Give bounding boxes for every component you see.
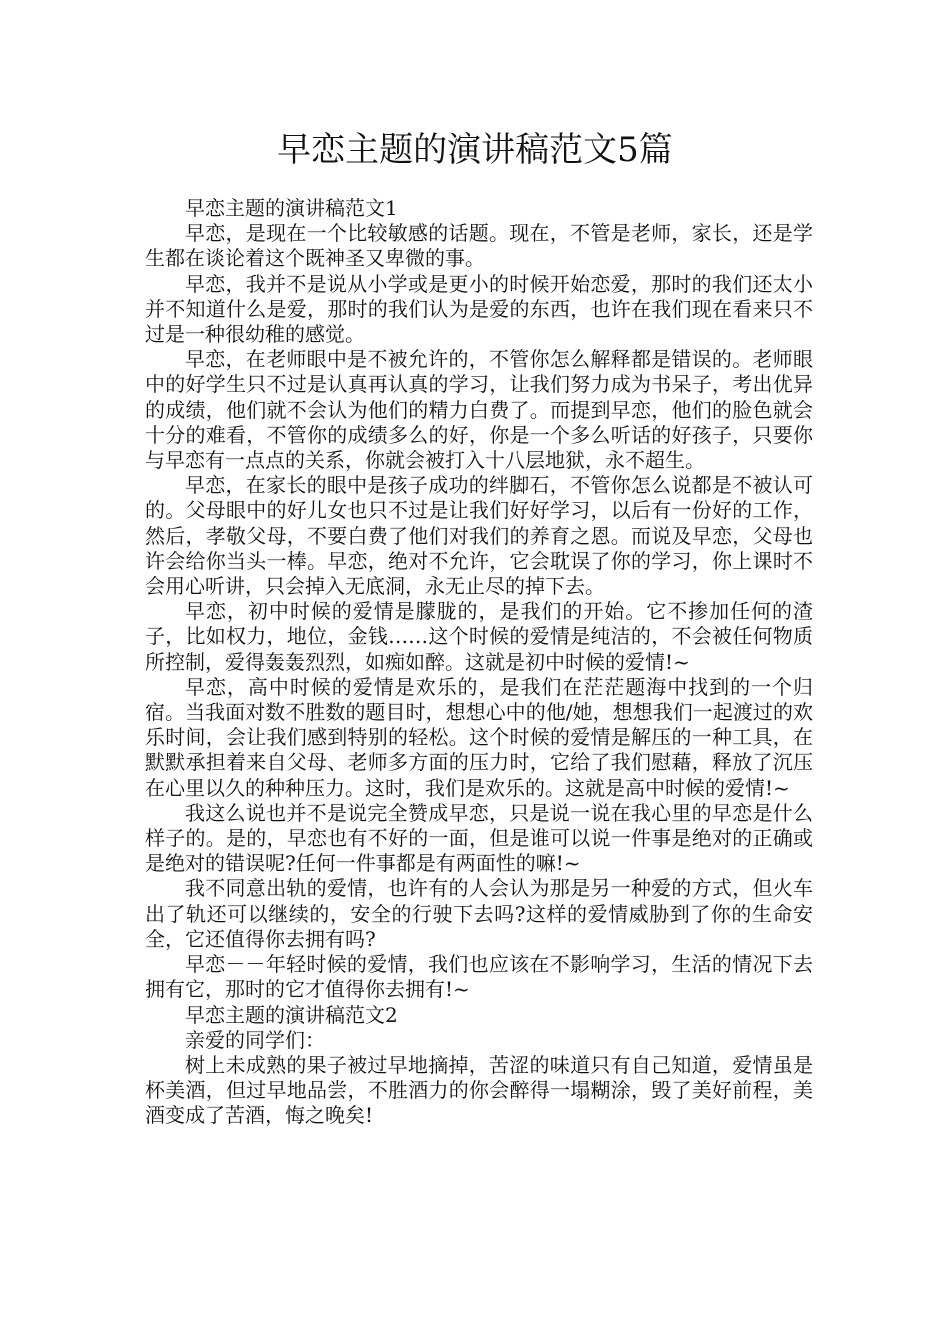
paragraph: 早恋，是现在一个比较敏感的话题。现在，不管是老师，家长，还是学生都在谈论着这个既神圣又卑微的事。 bbox=[145, 221, 813, 271]
paragraph: 我这么说也并不是说完全赞成早恋，只是说一说在我心里的早恋是什么样子的。是的，早恋也有不好的一面，但是谁可以说一件事是绝对的正确或是绝对的错误呢?任何一件事都是有两面性的嘛!~ bbox=[145, 800, 813, 876]
paragraph: 早恋，在家长的眼中是孩子成功的绊脚石，不管你怎么说都是不被认可的。父母眼中的好儿女也只不过是让我们好好学习，以后有一份好的工作，然后，孝敬父母，不要白费了他们对我们的养育之恩。而说及早恋，父母也许会给你当头一棒。早恋，绝对不允许，它会耽误了你的学习，你上课时不会用心听讲，只会掉入无底洞，永无止尽的掉下去。 bbox=[145, 473, 813, 599]
section-heading-1: 早恋主题的演讲稿范文1 bbox=[185, 196, 398, 220]
paragraph: 早恋－－年轻时候的爱情，我们也应该在不影响学习，生活的情况下去拥有它，那时的它才值得你去拥有!~ bbox=[145, 952, 813, 1002]
paragraph: 早恋，我并不是说从小学或是更小的时候开始恋爱，那时的我们还太小并不知道什么是爱，那时的我们认为是爱的东西，也许在我们现在看来只不过是一种很幼稚的感觉。 bbox=[145, 271, 813, 347]
paragraph: 我不同意出轨的爱情，也许有的人会认为那是另一种爱的方式，但火车出了轨还可以继续的，安全的行驶下去吗?这样的爱情威胁到了你的生命安全，它还值得你去拥有吗? bbox=[145, 876, 813, 951]
paragraph: 树上未成熟的果子被过早地摘掉，苦涩的味道只有自己知道，爱情虽是杯美酒，但过早地品尝，不胜酒力的你会醉得一塌糊涂，毁了美好前程，美酒变成了苦酒，悔之晚矣! bbox=[145, 1052, 813, 1128]
paragraph: 早恋，在老师眼中是不被允许的，不管你怎么解释都是错误的。老师眼中的好学生只不过是认真再认真的学习，让我们努力成为书呆子，考出优异的成绩，他们就不会认为他们的精力白费了。而提到早恋，他们的脸色就会十分的难看，不管你的成绩多么的好，你是一个多么听话的好孩子，只要你与早恋有一点点的关系，你就会被打入十八层地狱，永不超生。 bbox=[145, 347, 813, 473]
document-body bbox=[145, 196, 813, 1129]
paragraph: 早恋，初中时候的爱情是朦胧的，是我们的开始。它不掺加任何的渣子，比如权力，地位，金钱……这个时候的爱情是纯洁的，不会被任何物质所控制，爱得轰轰烈烈，如痴如醉。这就是初中时候的爱情!~ bbox=[145, 599, 813, 674]
salutation: 亲爱的同学们： bbox=[185, 1027, 325, 1052]
paragraph: 早恋，高中时候的爱情是欢乐的，是我们在茫茫题海中找到的一个归宿。当我面对数不胜数的题目时，想想心中的他/她，想想我们一起渡过的欢乐时间，会让我们感到特别的轻松。这个时候的爱情是解压的一种工具，在默默承担着来自父母、老师多方面的压力时，它给了我们慰藉，释放了沉压在心里以久的种种压力。这时，我们是欢乐的。这就是高中时候的爱情!~ bbox=[145, 674, 813, 800]
section-heading-2: 早恋主题的演讲稿范文2 bbox=[185, 1002, 398, 1027]
document-title: 早恋主题的演讲稿范文5篇 bbox=[277, 130, 673, 170]
